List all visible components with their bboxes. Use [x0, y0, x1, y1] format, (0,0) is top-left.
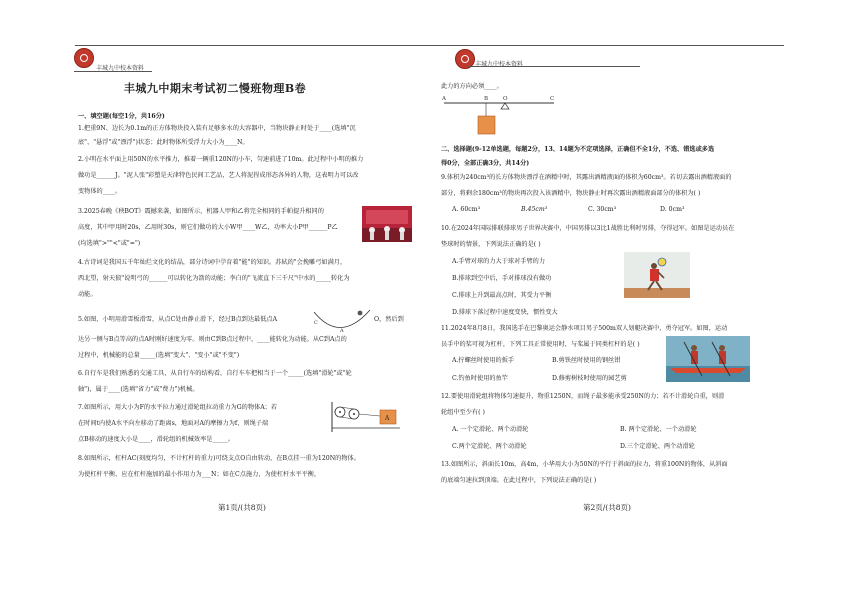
q6-line-2: 轴")，属于____(选填"省力"或"费力")机械。: [78, 386, 199, 393]
school-name-right: 丰城九中校本资料: [475, 61, 524, 68]
q10-line-2: 垫球时的情景，下列说法正确的是( ): [441, 241, 541, 248]
robot-dance-photo: [362, 206, 412, 242]
q12-option-b: B. 两个定滑轮、一个动滑轮: [620, 426, 697, 433]
q2-line-2: 做功是______J。"泥人张"彩塑是天津特色民间工艺品，艺人将泥捏成形态各异的人物，这表明力可以改: [78, 172, 359, 179]
q5-line-1b: O，然后到: [374, 316, 404, 323]
q1-line-1: 1.把重9N、边长为0.1m的正方体物块投入装有足够多水的大容器中，当物块静止时处于____(选填"沉: [78, 125, 356, 132]
school-name: 丰城九中校本资料: [96, 65, 145, 72]
section-1-heading: 一、填空题(每空1分，共16分): [78, 113, 165, 120]
q4-line-2: 西北望，射天狼"说明弓的______可以转化为箭的动能；李白的"飞流直下三千尺"中水的_____转化为: [78, 275, 350, 282]
section-2-heading-1: 二、选择题(9-12单选题，每题2分，13、14题为不定项选择，正确但不全1分，不选、错选或多选: [441, 146, 715, 153]
q3-line-3: (均选填">""<"或"="): [78, 240, 141, 247]
q10-option-d: D.排球下落过程中速度变快，惯性变大: [452, 309, 558, 316]
svg-text:A: A: [442, 96, 446, 102]
lever-figure: [440, 94, 560, 138]
q12-line-2: 轮组中至少有( ): [441, 409, 485, 416]
q13-line-1: 13.如图所示，斜面长10m，高4m，小华用大小为50N的平行于斜面的拉力，将重100N的物体，从斜面: [441, 461, 728, 468]
q8-continued: 此力的方向必须____。: [441, 83, 503, 90]
q1-line-2: 底"、"悬浮"或"漂浮")状态；此时物体所受浮力大小为____N。: [78, 139, 249, 146]
volleyball-photo: [624, 252, 690, 298]
q11-option-c: C.钓鱼时使用的鱼竿: [452, 375, 508, 382]
q11-line-2: 员手中的桨可视为杠杆，下列工具正常使用时，与桨属于同类杠杆的是( ): [441, 341, 640, 348]
ski-slope-figure: [312, 304, 372, 334]
q12-option-a: A. 一个定滑轮、两个动滑轮: [452, 426, 529, 433]
q3-line-1: 3.2025春晚《秧BOT》震撼来袭，如图所示，机器人甲和乙将完全相同的手帕提升相同的: [78, 208, 324, 215]
q9-option-a: A. 60cm³: [452, 206, 481, 213]
q6-line-1: 6.自行车是我们熟悉的交通工具，从自行车的结构看，自行车车把相当于一个_____(选填"滑轮"或"轮: [78, 370, 352, 377]
q9-option-c: C. 30cm³: [588, 206, 617, 213]
q11-option-d: D.修剪树枝时使用的园艺剪: [552, 375, 627, 382]
q9-line-1: 9.体积为240cm³的长方体物块漂浮在酒精中时，其露出酒精液面的体积为60cm³。若切去露出酒精液面的: [441, 174, 732, 181]
top-rule: [75, 45, 430, 46]
svg-text:C: C: [550, 96, 555, 102]
q12-option-c: C.两个定滑轮、两个动滑轮: [452, 443, 527, 450]
q7-line-3: 点B移动的速度大小是____，滑轮组的机械效率是_____。: [78, 436, 235, 443]
q7-line-2: 在时间t内使A水平向左移动了距离s，地面对A的摩擦力为f，则绳子端: [78, 420, 269, 427]
q5-line-2: 达另一侧与B点等高的点A时刚好速度为零。则由C到B点过程中，____能转化为动能。从C到A点的: [78, 336, 347, 343]
q8-line-1: 8.如图所示，杠杆AC(刻度均匀，不计杠杆的重力)可绕支点O自由转动，在B点挂一重为120N的物体。: [78, 455, 360, 462]
svg-text:C: C: [314, 320, 318, 326]
q4-line-1: 4.古诗词是我国五千年灿烂文化的结晶，部分诗词中孕育着"能"的知识。苏轼的"会挽雕弓如满月，: [78, 259, 347, 266]
q2-line-1: 2.小明在水平面上用50N的水平推力，推着一辆重120N的小车，匀速前进了10m。此过程中小明的推力: [78, 156, 364, 163]
pulley-figure: [330, 400, 402, 434]
canoe-photo: [666, 336, 750, 382]
svg-text:O: O: [503, 96, 508, 102]
q11-line-1: 11.2024年8月8日，我国选手在巴黎奥运会静水项目男子500m双人划艇决赛中，勇夺冠军。如图，运动: [441, 325, 728, 332]
school-underline: [74, 71, 152, 72]
q13-line-2: 的底端匀速拉到顶端。在此过程中，下列说法正确的是( ): [441, 477, 597, 484]
q10-line-1: 10.在2024年国际排联排球男子世界决赛中，中国男排以3比1战胜比利时男排，夺得冠军。如图是运动员在: [441, 225, 735, 232]
q8-line-2: 为使杠杆平衡，应在杠杆施加的最小作用力为___N；如在C点施力，为使杠杆水平平衡，: [78, 471, 321, 478]
page-2-footer: 第2页/(共8页): [583, 503, 631, 512]
section-2-heading-2: 得0分，全部正确3分，共14分): [441, 160, 530, 167]
q10-option-a: A.手臂对球的力大于球对手臂的力: [452, 258, 546, 265]
q9-option-d: D. 0cm³: [660, 206, 685, 213]
svg-text:B: B: [484, 96, 489, 102]
q10-option-c: C.排球上升到最高点时，其受力平衡: [452, 292, 552, 299]
q2-line-3: 变物体的____。: [78, 188, 122, 195]
school-logo-icon: [74, 48, 94, 68]
q5-line-1: 5.如图，小明用滑雪板滑雪，从点C处由静止滑下，经过B点到达最低点A: [78, 316, 278, 323]
exam-title: 丰城九中期末考试初二慢班物理B卷: [123, 82, 307, 95]
page-1-footer: 第1页/(共8页): [218, 503, 266, 512]
top-rule-right: [430, 45, 784, 46]
q9-option-b: B.45cm³: [521, 206, 548, 213]
q9-line-2: 部分，将剩余180cm³的物块再次投入该酒精中，物块静止时再次露出酒精液面部分的体积为( ): [441, 190, 701, 197]
q7-line-1: 7.如图所示，用大小为F的水平拉力通过滑轮组拉动重力为G的物体A；若: [78, 404, 278, 411]
school-underline-right: [468, 66, 640, 67]
q12-option-d: D.三个定滑轮、两个动滑轮: [620, 443, 695, 450]
svg-text:A: A: [340, 328, 344, 334]
right-page: [430, 0, 860, 608]
q3-line-2: 高度，其中甲用时20s，乙用时30s，则它们做功的大小W甲____W乙，功率大小P甲______P乙: [78, 224, 338, 231]
q4-line-3: 动能。: [78, 291, 97, 298]
q11-option-a: A.拧螺丝时使用的扳手: [452, 357, 515, 364]
q10-option-b: B.排球到空中后，手对排球没有做功: [452, 275, 552, 282]
svg-text:A: A: [385, 415, 390, 422]
q5-line-3: 过程中，机械能的总量_____(选填"变大"、"变小"或"不变"): [78, 352, 240, 359]
q12-line-1: 12.要使用滑轮组将物体匀速提升，物重1250N，而绳子最多能承受250N的力；若不计滑轮自重，则滑: [441, 393, 725, 400]
q11-option-b: B.剪铁丝时使用的钢丝钳: [552, 357, 621, 364]
